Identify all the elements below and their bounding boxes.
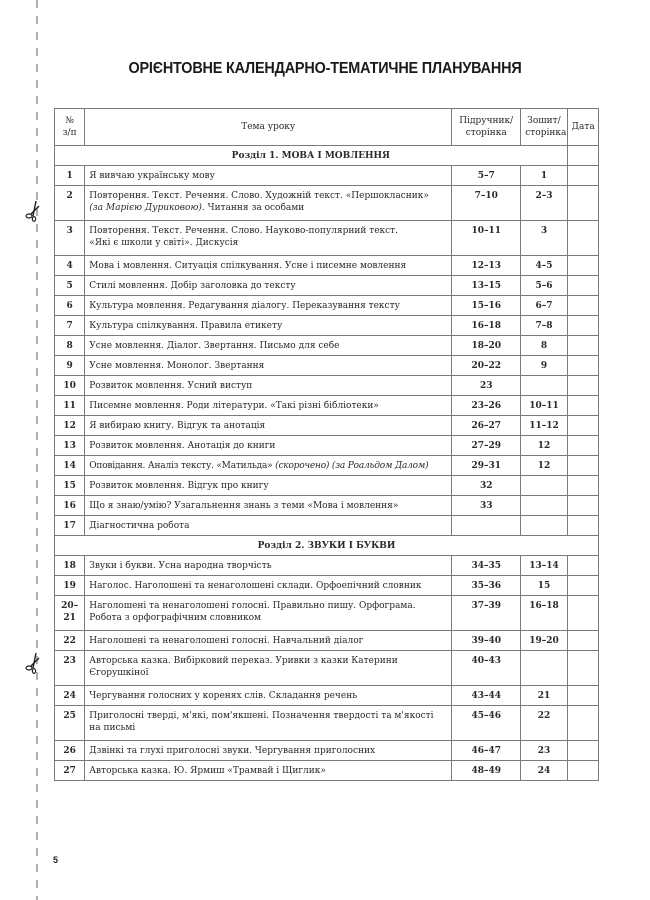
topic-text: Оповідання. Аналіз тексту. «Матильда» — [89, 460, 276, 471]
row-book-pages: 35–36 — [452, 576, 521, 596]
table-row — [55, 456, 599, 476]
row-topic: Діагностична робота — [85, 516, 452, 536]
row-notebook-pages: 22 — [521, 706, 567, 741]
row-notebook-pages: 23 — [521, 741, 567, 761]
table-row — [55, 256, 599, 276]
table-row — [55, 416, 599, 436]
row-num: 22 — [55, 631, 85, 651]
row-notebook-pages: 9 — [521, 356, 567, 376]
row-notebook-pages: 4–5 — [521, 256, 567, 276]
row-num: 10 — [55, 376, 85, 396]
row-num: 19 — [55, 576, 85, 596]
row-num: 18 — [55, 556, 85, 576]
row-num: 9 — [55, 356, 85, 376]
table-row — [55, 166, 599, 186]
row-topic: Я вибираю книгу. Відгук та анотація — [85, 416, 452, 436]
table-row — [55, 186, 599, 221]
topic-text: на письмі — [89, 723, 136, 733]
row-notebook-pages: 11–12 — [521, 416, 567, 436]
date-cell — [567, 296, 598, 316]
header-topic: Тема уроку — [85, 109, 452, 146]
section-row — [55, 146, 599, 166]
row-topic: Що я знаю/умію? Узагальнення знань з теми «Мова і мовлення» — [85, 496, 452, 516]
table-row — [55, 496, 599, 516]
table-row — [55, 686, 599, 706]
row-notebook-pages: 24 — [521, 761, 567, 781]
row-book-pages: 12–13 — [452, 256, 521, 276]
row-book-pages: 10–11 — [452, 221, 521, 256]
row-book-pages: 20–22 — [452, 356, 521, 376]
row-topic: Звуки і букви. Усна народна творчість — [85, 556, 452, 576]
row-topic: Культура спілкування. Правила етикету — [85, 316, 452, 336]
section-1-label: Розділ 1. МОВА І МОВЛЕННЯ — [55, 146, 568, 166]
row-topic: Мова і мовлення. Ситуація спілкування. Усне і писемне мовлення — [85, 256, 452, 276]
date-cell — [567, 686, 598, 706]
header-notebook: Зошит/ сторінка — [521, 109, 567, 146]
row-notebook-pages — [521, 476, 567, 496]
row-num: 12 — [55, 416, 85, 436]
row-num: 1 — [55, 166, 85, 186]
table-row — [55, 556, 599, 576]
row-book-pages: 37–39 — [452, 596, 521, 631]
row-notebook-pages — [521, 516, 567, 536]
topic-text: Наголошені та ненаголошені голосні. Правильно пишу. Орфограма. — [89, 601, 416, 611]
row-book-pages: 13–15 — [452, 276, 521, 296]
scissors-icon — [24, 200, 44, 222]
row-notebook-pages: 1 — [521, 166, 567, 186]
row-num: 7 — [55, 316, 85, 336]
section-row — [55, 536, 599, 556]
row-topic: Розвиток мовлення. Відгук про книгу — [85, 476, 452, 496]
row-topic: Усне мовлення. Діалог. Звертання. Письмо для себе — [85, 336, 452, 356]
date-cell — [567, 516, 598, 536]
row-topic: Я вивчаю українську мову — [85, 166, 452, 186]
row-book-pages: 7–10 — [452, 186, 521, 221]
date-cell — [567, 436, 598, 456]
row-num: 26 — [55, 741, 85, 761]
table-row — [55, 596, 599, 631]
topic-text: Єгорушкіної — [89, 668, 149, 678]
row-book-pages: 43–44 — [452, 686, 521, 706]
header-num: № з/п — [55, 109, 85, 146]
row-num: 13 — [55, 436, 85, 456]
table-row — [55, 356, 599, 376]
table-row — [55, 761, 599, 781]
row-book-pages: 39–40 — [452, 631, 521, 651]
table-row — [55, 396, 599, 416]
row-topic: Розвиток мовлення. Усний виступ — [85, 376, 452, 396]
row-book-pages: 23 — [452, 376, 521, 396]
row-book-pages: 48–49 — [452, 761, 521, 781]
row-topic: Дзвінкі та глухі приголосні звуки. Чергування приголосних — [85, 741, 452, 761]
row-book-pages: 18–20 — [452, 336, 521, 356]
topic-text: Приголосні тверді, м'які, пом'якшені. Позначення твердості та м'якості — [89, 711, 434, 721]
table-row — [55, 316, 599, 336]
topic-text: «Які є школи у світі». Дискусія — [89, 238, 239, 248]
row-num: 8 — [55, 336, 85, 356]
row-notebook-pages — [521, 496, 567, 516]
row-topic: Наголос. Наголошені та ненаголошені склади. Орфоепічний словник — [85, 576, 452, 596]
row-book-pages: 15–16 — [452, 296, 521, 316]
date-cell — [567, 476, 598, 496]
row-topic: Розвиток мовлення. Анотація до книги — [85, 436, 452, 456]
header-date: Дата — [567, 109, 598, 146]
row-topic — [85, 706, 452, 741]
date-cell — [567, 576, 598, 596]
row-num: 15 — [55, 476, 85, 496]
row-book-pages: 5–7 — [452, 166, 521, 186]
topic-author: (за Роальдом Далом) — [329, 460, 429, 471]
table-row — [55, 706, 599, 741]
row-notebook-pages: 15 — [521, 576, 567, 596]
date-cell — [567, 256, 598, 276]
date-cell — [567, 496, 598, 516]
row-topic — [85, 596, 452, 631]
table-row — [55, 221, 599, 256]
row-book-pages: 34–35 — [452, 556, 521, 576]
row-book-pages: 23–26 — [452, 396, 521, 416]
row-notebook-pages: 8 — [521, 336, 567, 356]
table-row — [55, 436, 599, 456]
row-topic: Усне мовлення. Монолог. Звертання — [85, 356, 452, 376]
row-topic: Чергування голосних у коренях слів. Складання речень — [85, 686, 452, 706]
date-cell — [567, 221, 598, 256]
topic-text: Авторська казка. Вибірковий переказ. Уривки з казки Катерини — [89, 656, 398, 666]
table-row — [55, 336, 599, 356]
topic-note: (скорочено) — [275, 460, 330, 471]
row-num: 4 — [55, 256, 85, 276]
date-cell — [567, 166, 598, 186]
topic-author: (за Марією Дуриковою) — [89, 203, 202, 213]
topic-text: Повторення. Текст. Речення. Слово. Науково-популярний текст. — [89, 226, 399, 236]
row-notebook-pages: 19–20 — [521, 631, 567, 651]
row-num: 25 — [55, 706, 85, 741]
date-cell — [567, 556, 598, 576]
row-notebook-pages — [521, 376, 567, 396]
row-topic — [85, 456, 452, 476]
table-row — [55, 276, 599, 296]
row-topic: Культура мовлення. Редагування діалогу. Переказування тексту — [85, 296, 452, 316]
date-cell — [567, 706, 598, 741]
table-row — [55, 376, 599, 396]
date-cell — [567, 356, 598, 376]
cut-line — [36, 0, 38, 900]
date-cell — [567, 741, 598, 761]
topic-text: . Читання за особами — [201, 203, 305, 213]
row-book-pages: 32 — [452, 476, 521, 496]
date-cell — [567, 376, 598, 396]
row-book-pages: 33 — [452, 496, 521, 516]
row-notebook-pages: 21 — [521, 686, 567, 706]
date-cell — [567, 396, 598, 416]
page-title: ОРІЄНТОВНЕ КАЛЕНДАРНО-ТЕМАТИЧНЕ ПЛАНУВАННЯ — [128, 60, 522, 77]
row-num: 5 — [55, 276, 85, 296]
date-cell — [567, 651, 598, 686]
row-book-pages: 16–18 — [452, 316, 521, 336]
header-book: Підручник/ сторінка — [452, 109, 521, 146]
row-notebook-pages — [521, 651, 567, 686]
planning-table — [54, 108, 599, 781]
date-cell — [567, 596, 598, 631]
row-book-pages — [452, 516, 521, 536]
row-topic: Наголошені та ненаголошені голосні. Навчальний діалог — [85, 631, 452, 651]
row-num: 27 — [55, 761, 85, 781]
row-num: 17 — [55, 516, 85, 536]
date-cell — [567, 316, 598, 336]
section-2-label: Розділ 2. ЗВУКИ І БУКВИ — [55, 536, 599, 556]
row-topic: Писемне мовлення. Роди літератури. «Такі різні бібліотеки» — [85, 396, 452, 416]
row-notebook-pages: 7–8 — [521, 316, 567, 336]
row-notebook-pages: 12 — [521, 436, 567, 456]
row-notebook-pages: 12 — [521, 456, 567, 476]
row-notebook-pages: 2–3 — [521, 186, 567, 221]
date-cell — [567, 761, 598, 781]
row-book-pages: 26–27 — [452, 416, 521, 436]
row-notebook-pages: 3 — [521, 221, 567, 256]
table-row — [55, 516, 599, 536]
row-book-pages: 27–29 — [452, 436, 521, 456]
row-num: 3 — [55, 221, 85, 256]
row-book-pages: 29–31 — [452, 456, 521, 476]
date-cell — [567, 336, 598, 356]
date-cell — [567, 186, 598, 221]
topic-text: Повторення. Текст. Речення. Слово. Художній текст. «Першокласник» — [89, 191, 429, 201]
date-cell — [567, 416, 598, 436]
date-cell — [567, 146, 598, 166]
date-cell — [567, 631, 598, 651]
row-num: 23 — [55, 651, 85, 686]
row-num: 11 — [55, 396, 85, 416]
date-cell — [567, 456, 598, 476]
topic-text: Робота з орфографічним словником — [89, 613, 262, 623]
row-num: 16 — [55, 496, 85, 516]
table-header-row — [55, 109, 599, 146]
row-num: 2 — [55, 186, 85, 221]
row-topic — [85, 651, 452, 686]
table-row — [55, 576, 599, 596]
row-book-pages: 40–43 — [452, 651, 521, 686]
row-num: 6 — [55, 296, 85, 316]
row-notebook-pages: 10–11 — [521, 396, 567, 416]
row-book-pages: 45–46 — [452, 706, 521, 741]
table-row — [55, 741, 599, 761]
row-notebook-pages: 5–6 — [521, 276, 567, 296]
row-num: 24 — [55, 686, 85, 706]
row-num: 20–21 — [55, 596, 85, 631]
row-notebook-pages: 13–14 — [521, 556, 567, 576]
row-book-pages: 46–47 — [452, 741, 521, 761]
row-topic: Авторська казка. Ю. Ярмиш «Трамвай і Щиглик» — [85, 761, 452, 781]
row-num: 14 — [55, 456, 85, 476]
scissors-icon — [24, 652, 44, 674]
row-topic — [85, 221, 452, 256]
row-topic — [85, 186, 452, 221]
row-notebook-pages: 16–18 — [521, 596, 567, 631]
table-row — [55, 651, 599, 686]
date-cell — [567, 276, 598, 296]
row-notebook-pages: 6–7 — [521, 296, 567, 316]
row-topic: Стилі мовлення. Добір заголовка до тексту — [85, 276, 452, 296]
table-row — [55, 476, 599, 496]
table-row — [55, 631, 599, 651]
page-number: 5 — [53, 855, 59, 865]
table-row — [55, 296, 599, 316]
